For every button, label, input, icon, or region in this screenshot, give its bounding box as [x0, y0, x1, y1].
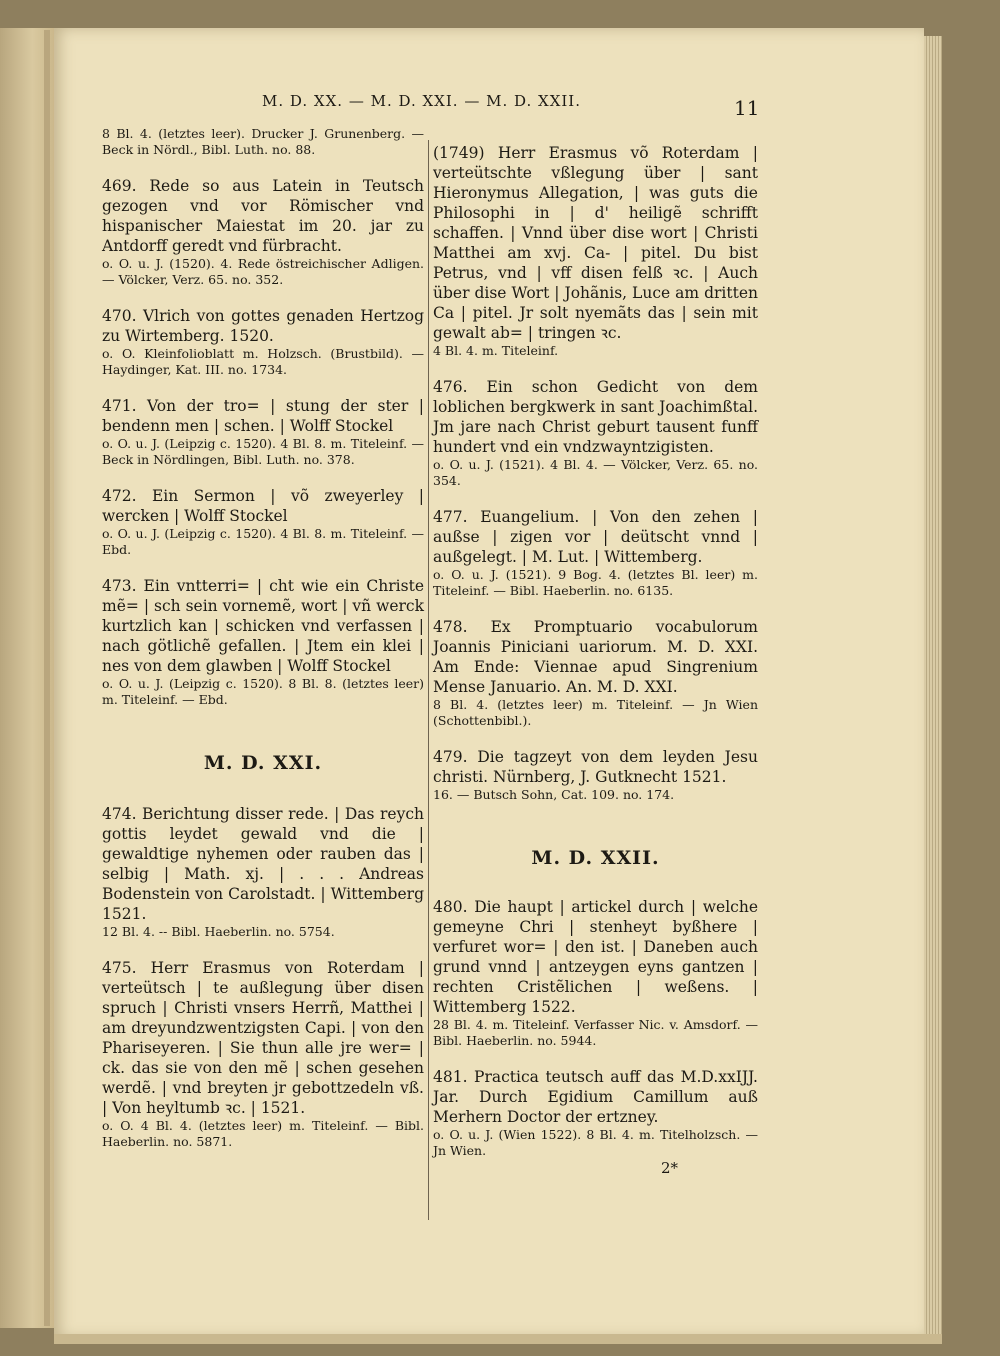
entry-title: 478. Ex Promptuario vocabulorum Joannis Piniciani uariorum. M. D. XXI. Am Ende: Viennae apud Singrenium Mense Januario. An. M. D. XXI. — [433, 618, 758, 696]
entry-474 — [102, 804, 424, 940]
page-bottom-edge — [54, 1334, 942, 1344]
running-title: M. D. XX. — M. D. XXI. — M. D. XXII. — [262, 92, 581, 110]
entry-title: 477. Euangelium. | Von den zehen | außse | zigen vor | deütscht vnnd | außgelegt. | M. Lut. | Wittemberg. — [433, 508, 758, 566]
entry-title: 474. Berichtung disser rede. | Das reych gottis leydet gewald vnd die | gewaldtige nyhemen oder rauben das | selbig | Math. xj. | . . . Andreas Bodenstein von Carolstadt. | Wittemberg 1521. — [102, 805, 424, 923]
right-column — [433, 143, 758, 1177]
entry-476 — [433, 377, 758, 489]
entry-note: 28 Bl. 4. m. Titeleinf. Verfasser Nic. v. Amsdorf. — Bibl. Haeberlin. no. 5944. — [433, 1017, 758, 1048]
entry-title: 473. Ein vntterri= | cht wie ein Christe mẽ= | sch sein vornemẽ, wort | vñ werck kurtzlich kan | schicken vnd verfassen | nach götlichẽ gefallen. | Jtem ein klei | nes von dem glawben | Wolff Stockel — [102, 577, 424, 675]
section-heading: M. D. XXI. — [203, 752, 323, 774]
entry-477 — [433, 507, 758, 599]
entry-note: 8 Bl. 4. (letztes leer) m. Titeleinf. — Jn Wien (Schottenbibl.). — [433, 697, 758, 728]
page-number: 11 — [734, 96, 760, 120]
entry-title: 471. Von der tro= | stung der ster | bendenn men | schen. | Wolff Stockel — [102, 397, 424, 435]
gutter-shadow — [44, 30, 50, 1326]
entry-note: o. O. u. J. (1521). 4 Bl. 4. — Völcker, Verz. 65. no. 354. — [433, 457, 758, 488]
entry-title: 469. Rede so aus Latein in Teutsch gezogen vnd vor Römischer vnd hispanischer Maiestat im 20. jar zu Antdorff geredt vnd fürbracht. — [102, 177, 424, 255]
section-heading: M. D. XXII. — [531, 847, 660, 869]
entry-note: o. O. u. J. (1520). 4. Rede östreichischer Adligen. — Völcker, Verz. 65. no. 352. — [102, 256, 424, 287]
entry-note: 4 Bl. 4. m. Titeleinf. — [433, 343, 559, 358]
entry-473 — [102, 576, 424, 708]
entry-475 — [102, 958, 424, 1150]
entry-title: 479. Die tagzeyt von dem leyden Jesu christi. Nürnberg, J. Gutknecht 1521. — [433, 748, 758, 786]
entry-note: o. O. u. J. (Wien 1522). 8 Bl. 4. m. Titelholzsch. — Jn Wien. — [433, 1127, 758, 1158]
entry-note: 12 Bl. 4. -- Bibl. Haeberlin. no. 5754. — [102, 924, 335, 939]
entry-469 — [102, 176, 424, 288]
entry-continuation — [102, 126, 424, 158]
entry-note: o. O. u. J. (Leipzig c. 1520). 4 Bl. 8. m. Titeleinf. — Beck in Nördlingen, Bibl. Luth. no. 378. — [102, 436, 424, 467]
entry-title: 481. Practica teutsch auff das M.D.xxIJJ. Jar. Durch Egidium Camillum auß Merhern Doctor der ertzney. — [433, 1068, 758, 1126]
signature-mark: 2* — [660, 1159, 678, 1177]
column-divider — [428, 140, 429, 1220]
entry-note: 16. — Butsch Sohn, Cat. 109. no. 174. — [433, 787, 675, 802]
entry-title: 476. Ein schon Gedicht von dem loblichen bergkwerk in sant Joachimßtal. Jm jare nach Christ geburt tausent funff hundert vnd ein vndzwayntzigisten. — [433, 378, 758, 456]
entry-title: 480. Die haupt | artickel durch | welche gemeyne Chri | stenheyt byßhere | verfuret wor= | den ist. | Daneben auch grund vnnd | antzeygen eyns gantzen | rechten Cristẽlichen | weßens. | Wittemberg 1522. — [433, 898, 758, 1016]
entry-note: o. O. Kleinfolioblatt m. Holzsch. (Brustbild). — Haydinger, Kat. III. no. 1734. — [102, 346, 424, 377]
entry-472 — [102, 486, 424, 558]
entry-note: o. O. 4 Bl. 4. (letztes leer) m. Titeleinf. — Bibl. Haeberlin. no. 5871. — [102, 1118, 424, 1149]
entry-note: 8 Bl. 4. (letztes leer). Drucker J. Grunenberg. — Beck in Nördl., Bibl. Luth. no. 88. — [102, 126, 424, 157]
entry-470 — [102, 306, 424, 378]
entry-478 — [433, 617, 758, 729]
entry-479 — [433, 747, 758, 803]
page-stack-edges — [924, 36, 942, 1334]
entry-480 — [433, 897, 758, 1049]
entry-note: o. O. u. J. (Leipzig c. 1520). 8 Bl. 8. (letztes leer) m. Titeleinf. — Ebd. — [102, 676, 424, 707]
entry-title: 470. Vlrich von gottes genaden Hertzog zu Wirtemberg. 1520. — [102, 307, 424, 345]
entry-title: (1749) Herr Erasmus võ Roterdam | verteütschte vßlegung über | sant Hieronymus Allegation, | was guts die Philosophi in | d' heiligẽ schrifft schaffen. | Vnnd über dise wort | Christi Matthei am xvj. Ca- | pitel. Du bist Petrus, vnd | vff disen felß ꝛc. | Auch über dise Wort | Johãnis, Luce am dritten Ca | pitel. Jr solt nyemãts das | sein mit gewalt ab= | tringen ꝛc. — [433, 144, 758, 342]
entry-481 — [433, 1067, 758, 1159]
entry-title: 472. Ein Sermon | võ zweyerley | wercken | Wolff Stockel — [102, 487, 424, 525]
entry-continuation — [433, 143, 758, 359]
entry-note: o. O. u. J. (1521). 9 Bog. 4. (letztes Bl. leer) m. Titeleinf. — Bibl. Haeberlin. no. 6135. — [433, 567, 758, 598]
entry-title: 475. Herr Erasmus von Roterdam | verteütsch | te außlegung über disen spruch | Christi vnsers Herrñ, Matthei | am dreyundzwentzigsten Capi. | von den Phariseyeren. | Sie thun alle jre wer= | ck. das sie von den mẽ | schen gesehen werdẽ. | vnd breyten jr gebottzedeln vß. | Von heyltumb ꝛc. | 1521. — [102, 959, 424, 1117]
entry-note: o. O. u. J. (Leipzig c. 1520). 4 Bl. 8. m. Titeleinf. — Ebd. — [102, 526, 424, 557]
entry-471 — [102, 396, 424, 468]
left-column — [102, 126, 424, 1150]
